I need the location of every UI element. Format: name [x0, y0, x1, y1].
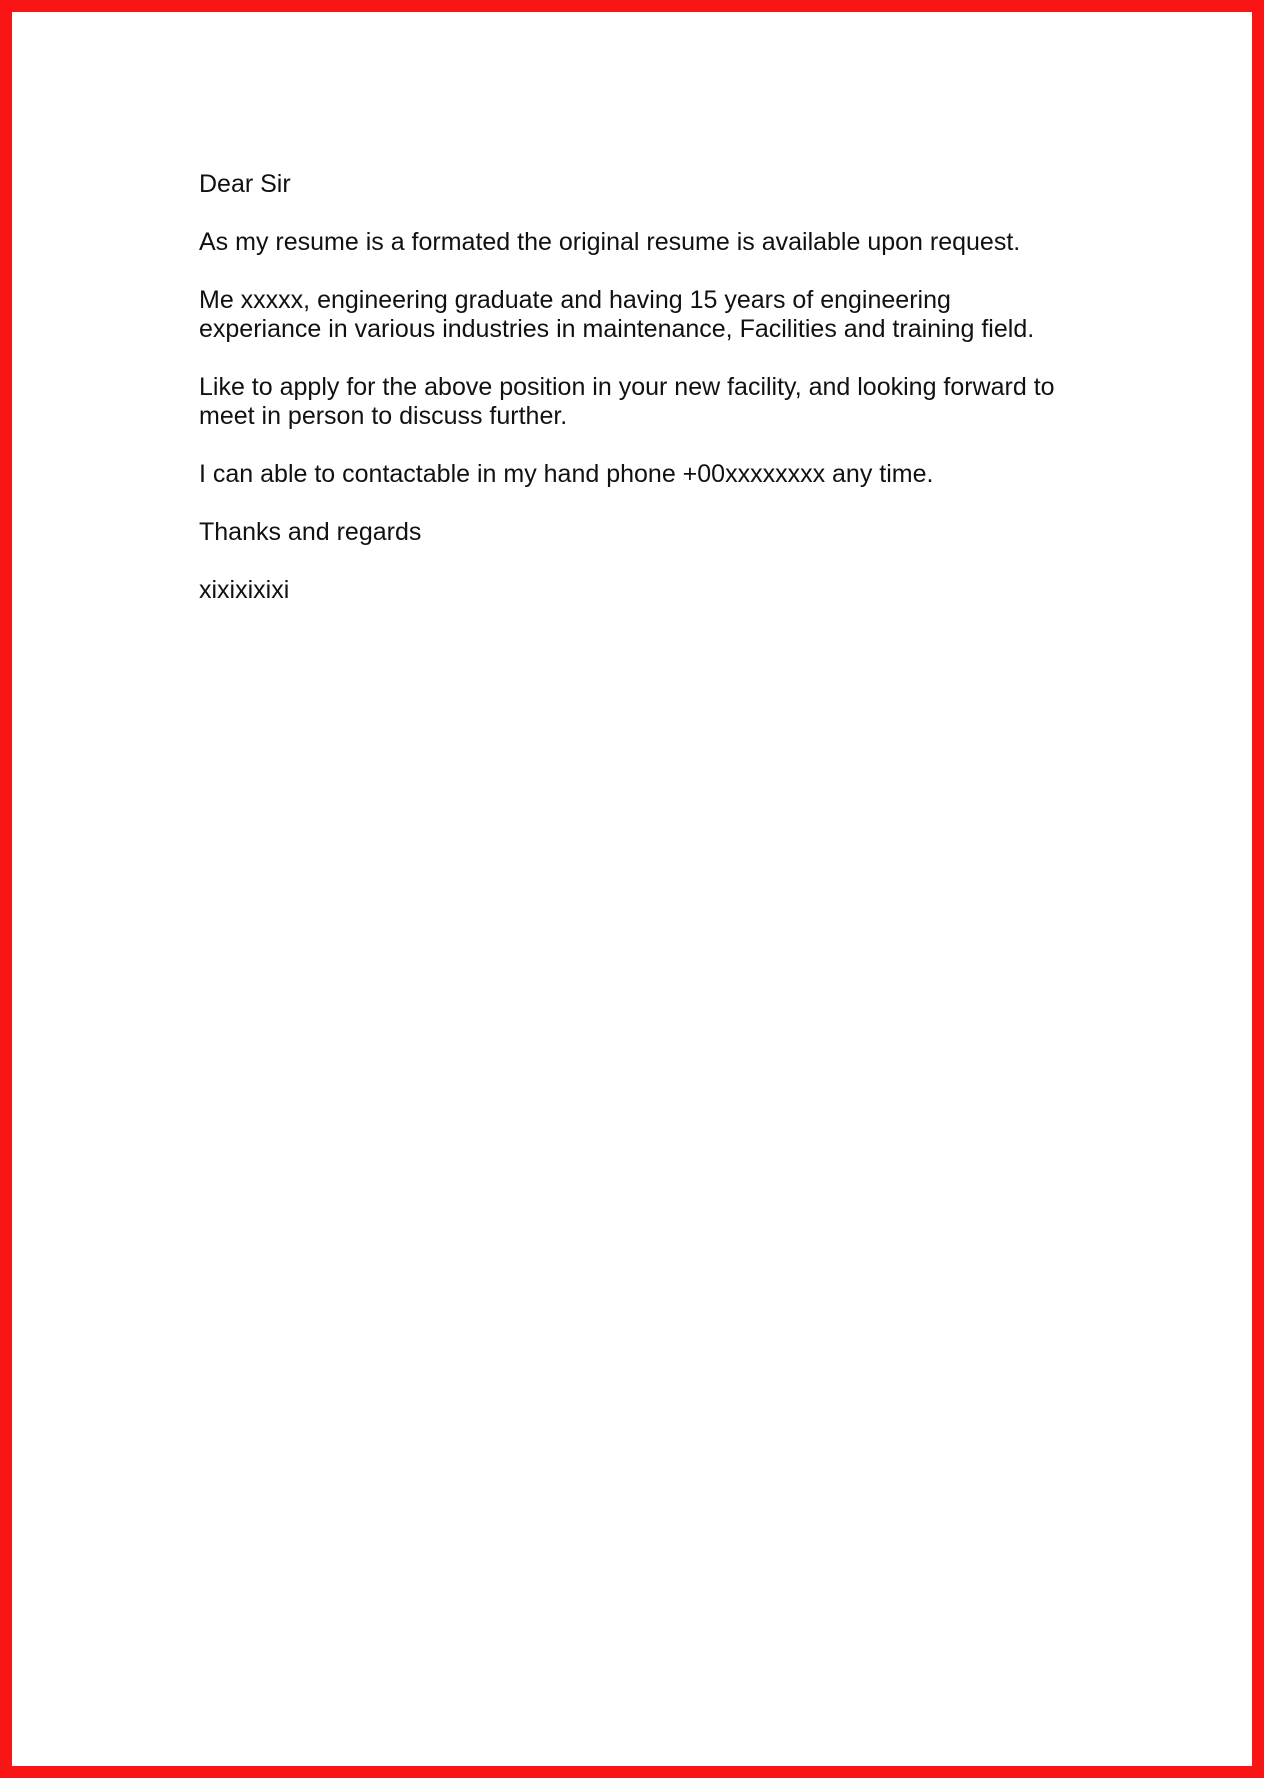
- closing: Thanks and regards: [199, 518, 422, 546]
- letter-body: [199, 170, 1099, 634]
- paragraph-application-line-2: meet in person to discuss further.: [199, 402, 568, 430]
- paragraph-contact: I can able to contactable in my hand phone +00xxxxxxxx any time.: [199, 460, 934, 488]
- paragraph-experience-line-1: Me xxxxx, engineering graduate and having 15 years of engineering: [199, 286, 951, 314]
- paragraph-application-line-1: Like to apply for the above position in your new facility, and looking forward to: [199, 373, 1055, 401]
- paragraph-application: [199, 373, 1099, 431]
- paragraph-resume-note: As my resume is a formated the original resume is available upon request.: [199, 228, 1021, 256]
- signature: xixixixixi: [199, 576, 290, 604]
- paragraph-experience: [199, 286, 1099, 344]
- paragraph-experience-line-2: experiance in various industries in maintenance, Facilities and training field.: [199, 315, 1035, 343]
- greeting: Dear Sir: [199, 170, 291, 198]
